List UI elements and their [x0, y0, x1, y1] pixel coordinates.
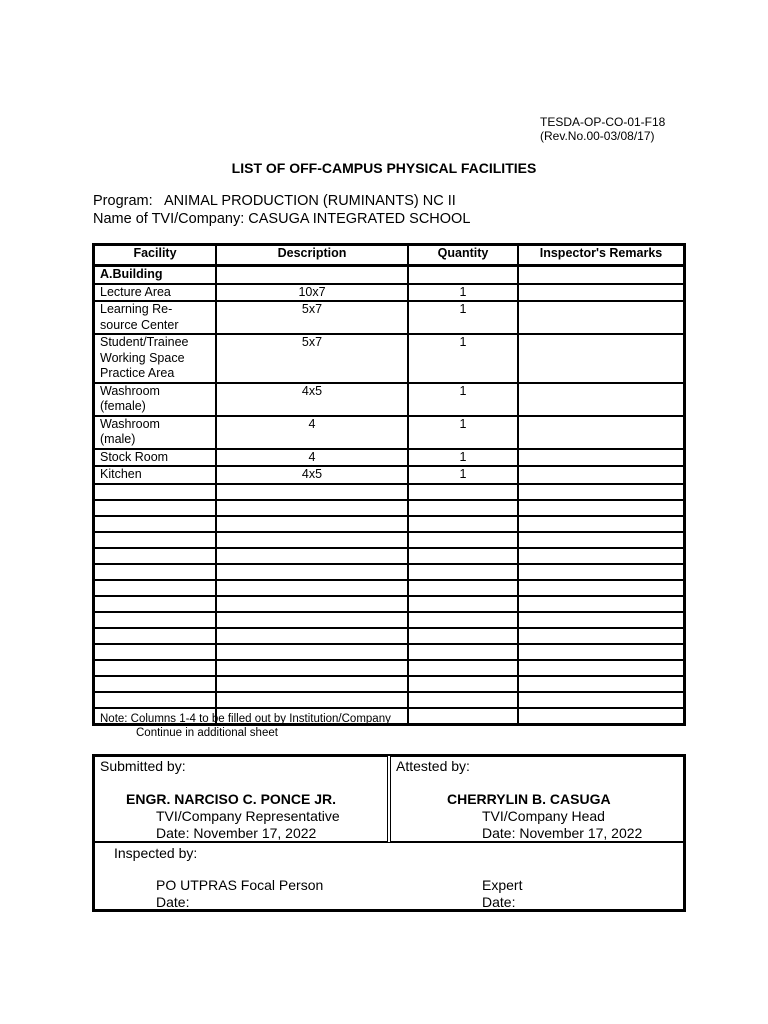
section-label: A.Building	[94, 266, 216, 284]
blank-row	[94, 548, 684, 564]
empty-cell	[216, 516, 408, 532]
facility-text: Learning Re-	[100, 302, 173, 316]
empty-cell	[408, 628, 518, 644]
empty-cell	[518, 516, 684, 532]
empty-cell	[408, 660, 518, 676]
attested-label: Attested by:	[396, 758, 470, 774]
quantity-cell: 1	[408, 449, 518, 467]
facility-cell	[94, 383, 216, 416]
form-revision: (Rev.No.00-03/08/17)	[540, 129, 655, 143]
header-description: Description	[216, 245, 408, 266]
description-cell: 5x7	[216, 334, 408, 383]
empty-cell	[94, 644, 216, 660]
program-line	[93, 193, 456, 209]
blank-row	[94, 580, 684, 596]
empty-cell	[408, 266, 518, 284]
empty-cell	[216, 548, 408, 564]
table-row	[94, 466, 684, 484]
facility-text: Lecture Area	[100, 284, 171, 299]
empty-cell	[408, 644, 518, 660]
table-row	[94, 383, 684, 416]
empty-cell	[518, 596, 684, 612]
description-cell: 4	[216, 449, 408, 467]
inspector-left-role: PO UTPRAS Focal Person	[156, 877, 324, 893]
description-cell: 4x5	[216, 466, 408, 484]
tvi-value: CASUGA INTEGRATED SCHOOL	[248, 211, 471, 227]
empty-cell	[216, 532, 408, 548]
blank-row	[94, 500, 684, 516]
facility-text: (male)	[100, 432, 136, 446]
facility-text: Working Space	[100, 350, 185, 365]
empty-cell	[94, 580, 216, 596]
empty-cell	[94, 484, 216, 500]
facility-text: Stock Room	[100, 449, 169, 464]
empty-cell	[216, 500, 408, 516]
table-row	[94, 334, 684, 383]
description-cell: 4	[216, 416, 408, 449]
remarks-cell	[518, 284, 684, 302]
empty-cell	[216, 692, 408, 708]
inspector-right-date: Date:	[482, 894, 516, 910]
empty-cell	[216, 564, 408, 580]
empty-cell	[518, 266, 684, 284]
empty-cell	[518, 676, 684, 692]
empty-cell	[216, 596, 408, 612]
inspector-left-date: Date:	[156, 894, 190, 910]
tvi-line	[93, 211, 470, 227]
empty-cell	[408, 692, 518, 708]
blank-row	[94, 596, 684, 612]
inspector-right-role: Expert	[482, 877, 523, 893]
blank-row	[94, 628, 684, 644]
note-line-1: Note: Columns 1-4 to be filled out by Institution/Company	[100, 713, 391, 725]
facility-cell	[94, 301, 216, 334]
remarks-cell	[518, 466, 684, 484]
empty-cell	[408, 708, 518, 724]
empty-cell	[408, 500, 518, 516]
blank-row	[94, 532, 684, 548]
quantity-cell: 1	[408, 383, 518, 416]
empty-cell	[94, 628, 216, 644]
facility-text: Washroom	[100, 416, 160, 431]
empty-cell	[518, 500, 684, 516]
facility-cell	[94, 449, 216, 467]
empty-cell	[408, 612, 518, 628]
blank-row	[94, 564, 684, 580]
remarks-cell	[518, 334, 684, 383]
empty-cell	[408, 484, 518, 500]
note-line-2: Continue in additional sheet	[136, 727, 278, 739]
empty-cell	[408, 548, 518, 564]
form-code-number: TESDA-OP-CO-01-F18	[540, 115, 666, 129]
empty-cell	[94, 596, 216, 612]
quantity-cell: 1	[408, 284, 518, 302]
page-title: LIST OF OFF-CAMPUS PHYSICAL FACILITIES	[231, 160, 537, 176]
remarks-cell	[518, 383, 684, 416]
inspected-label: Inspected by:	[114, 845, 198, 861]
empty-cell	[94, 516, 216, 532]
submitted-date: Date: November 17, 2022	[156, 825, 317, 841]
header-remarks: Inspector's Remarks	[518, 245, 684, 266]
empty-cell	[518, 564, 684, 580]
empty-cell	[518, 644, 684, 660]
remarks-cell	[518, 416, 684, 449]
empty-cell	[216, 266, 408, 284]
submitted-name: ENGR. NARCISO C. PONCE JR.	[126, 791, 337, 807]
empty-cell	[408, 564, 518, 580]
submitted-label: Submitted by:	[100, 758, 186, 774]
empty-cell	[216, 676, 408, 692]
facility-text: source Center	[100, 317, 179, 332]
signature-box	[92, 754, 686, 912]
remarks-cell	[518, 301, 684, 334]
table-row	[94, 416, 684, 449]
empty-cell	[518, 708, 684, 724]
facility-text: Practice Area	[100, 366, 175, 380]
table-header-row	[94, 245, 684, 266]
header-facility: Facility	[94, 245, 216, 266]
quantity-cell: 1	[408, 466, 518, 484]
empty-cell	[94, 532, 216, 548]
facility-cell	[94, 466, 216, 484]
blank-row	[94, 644, 684, 660]
facilities-table	[92, 243, 686, 726]
submitted-role: TVI/Company Representative	[156, 808, 340, 824]
quantity-cell: 1	[408, 301, 518, 334]
attested-role: TVI/Company Head	[482, 808, 605, 824]
form-code	[540, 115, 665, 143]
attested-date: Date: November 17, 2022	[482, 825, 643, 841]
empty-cell	[94, 612, 216, 628]
section-row	[94, 266, 684, 284]
attested-name: CHERRYLIN B. CASUGA	[447, 791, 611, 807]
empty-cell	[408, 676, 518, 692]
table-row	[94, 284, 684, 302]
quantity-cell: 1	[408, 334, 518, 383]
empty-cell	[518, 660, 684, 676]
empty-cell	[518, 532, 684, 548]
empty-cell	[94, 676, 216, 692]
blank-row	[94, 612, 684, 628]
empty-cell	[94, 548, 216, 564]
empty-cell	[216, 612, 408, 628]
empty-cell	[408, 580, 518, 596]
table-note	[100, 712, 391, 740]
blank-row	[94, 660, 684, 676]
empty-cell	[216, 484, 408, 500]
empty-cell	[408, 596, 518, 612]
empty-cell	[518, 580, 684, 596]
empty-cell	[216, 580, 408, 596]
empty-cell	[94, 500, 216, 516]
description-cell: 5x7	[216, 301, 408, 334]
blank-row	[94, 484, 684, 500]
remarks-cell	[518, 449, 684, 467]
empty-cell	[94, 692, 216, 708]
facility-text: Student/Trainee	[100, 335, 189, 349]
facility-text: Washroom	[100, 383, 160, 398]
empty-cell	[216, 660, 408, 676]
empty-cell	[216, 644, 408, 660]
empty-cell	[518, 692, 684, 708]
quantity-cell: 1	[408, 416, 518, 449]
facility-cell	[94, 416, 216, 449]
facility-cell	[94, 284, 216, 302]
program-value: ANIMAL PRODUCTION (RUMINANTS) NC II	[163, 193, 456, 209]
empty-cell	[518, 612, 684, 628]
blank-row	[94, 516, 684, 532]
empty-cell	[518, 548, 684, 564]
table-row	[94, 449, 684, 467]
program-label: Program:	[93, 193, 153, 209]
facility-text: Kitchen	[100, 467, 142, 481]
empty-cell	[518, 628, 684, 644]
empty-cell	[94, 660, 216, 676]
blank-row	[94, 692, 684, 708]
facility-text: (female)	[100, 399, 146, 413]
empty-cell	[216, 628, 408, 644]
empty-cell	[408, 516, 518, 532]
description-cell: 4x5	[216, 383, 408, 416]
empty-cell	[94, 564, 216, 580]
table-row	[94, 301, 684, 334]
blank-row	[94, 676, 684, 692]
description-cell: 10x7	[216, 284, 408, 302]
facility-cell	[94, 334, 216, 383]
empty-cell	[408, 532, 518, 548]
tvi-label: Name of TVI/Company:	[93, 211, 245, 227]
empty-cell	[518, 484, 684, 500]
header-quantity: Quantity	[408, 245, 518, 266]
